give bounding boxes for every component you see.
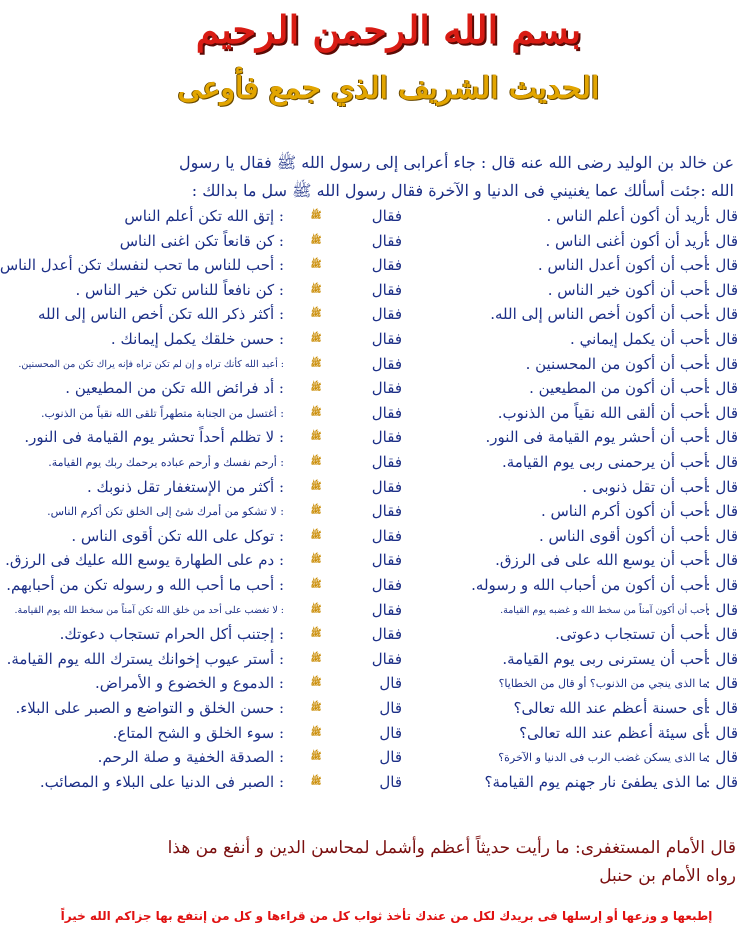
question-text: أحب أن أحشر يوم القيامة فى النور.	[485, 428, 708, 447]
question-text: أحب أن يوسع الله على فى الرزق.	[495, 551, 708, 570]
qa-row	[33, 745, 738, 770]
answer-text: : كن نافعاً للناس تكن خير الناس .	[75, 280, 284, 299]
answer-prefix: فقال	[371, 526, 402, 545]
qa-row	[6, 573, 738, 598]
pbuh-calligraphy-icon: ﷺ	[310, 284, 322, 295]
answer-text: : حسن الخلق و التواضع و الصبر على البلاء.	[15, 699, 284, 717]
question-text: أحب أن أكون أقوى الناس .	[538, 526, 708, 545]
outro-line-2: رواه الأمام بن حنبل	[599, 866, 736, 886]
pbuh-calligraphy-icon: ﷺ	[310, 555, 322, 566]
question-label: قال :	[705, 699, 738, 717]
question-label: قال :	[705, 674, 738, 693]
question-text: أحب أن تقل ذنوبى .	[582, 477, 708, 496]
question-text: أحب أن يكمل إيماني .	[570, 330, 708, 348]
question-text: ما الذى يطفئ نار جهنم يوم القيامة؟	[484, 772, 708, 791]
answer-prefix: فقال	[371, 305, 402, 324]
answer-prefix: فقال	[371, 379, 402, 398]
pbuh-calligraphy-icon: ﷺ	[310, 383, 322, 394]
question-label: قال :	[705, 477, 738, 496]
qa-row	[33, 770, 738, 795]
question-label: قال :	[705, 231, 738, 250]
question-label: قال :	[705, 526, 738, 545]
qa-row	[24, 425, 738, 450]
qa-row	[33, 204, 738, 229]
qa-row	[33, 229, 738, 254]
pbuh-calligraphy-icon: ﷺ	[310, 481, 322, 492]
question-label: قال :	[705, 600, 738, 619]
qa-row	[33, 671, 738, 696]
pbuh-calligraphy-icon: ﷺ	[310, 432, 322, 443]
answer-prefix: فقال	[371, 551, 402, 570]
intro-line-2: الله :جئت أسألك عما يغنيني فى الدنيا و الآخرة فقال رسول الله ﷺ سل ما بدالك :	[191, 181, 734, 200]
question-label: قال :	[705, 256, 738, 275]
pbuh-calligraphy-icon: ﷺ	[310, 506, 322, 517]
pbuh-calligraphy-icon: ﷺ	[310, 334, 322, 344]
answer-text: : أحب ما أحب الله و رسوله تكن من أحبابهم.	[6, 576, 284, 594]
qa-row	[33, 302, 738, 327]
question-text: أحب أن أكون أخص الناس إلى الله.	[490, 305, 708, 324]
answer-prefix: فقال	[371, 330, 402, 348]
pbuh-calligraphy-icon: ﷺ	[310, 776, 322, 787]
question-text: ما الذى يسكن غضب الرب فى الدنيا و الآخرة؟	[498, 751, 708, 765]
answer-text: : الدموع و الخضوع و الأمراض.	[95, 674, 284, 693]
answer-prefix: قال	[379, 748, 402, 767]
answer-text: : أكثر ذكر الله تكن أخص الناس إلى الله	[38, 305, 284, 324]
footer-note: إطبعها و وزعها أو إرسلها فى بريدك لكل من عندك تأخذ ثواب كل من قراءها و كل من إنتفع بها جزاكم الله خيراً	[60, 909, 713, 923]
answer-text: : الصبر فى الدنيا على البلاء و المصائب.	[39, 772, 284, 791]
qa-row	[0, 253, 738, 278]
pbuh-calligraphy-icon: ﷺ	[310, 358, 322, 369]
qa-row	[33, 450, 738, 475]
answer-text: : لا تغضب على أحد من خلق الله تكن آمناً من سخط الله يوم القيامة.	[14, 604, 284, 616]
question-text: أريد أن أكون أعلم الناس .	[546, 207, 708, 225]
qa-row	[33, 524, 738, 549]
question-text: أحب أن أكون أعدل الناس .	[537, 256, 708, 275]
question-text: أى حسنة أعظم عند الله تعالى؟	[513, 699, 708, 717]
answer-text: : لا تظلم أحداً تحشر يوم القيامة فى النور.	[24, 428, 284, 447]
qa-row	[33, 622, 738, 647]
pbuh-calligraphy-icon: ﷺ	[310, 752, 322, 763]
qa-row	[33, 401, 738, 426]
question-label: قال :	[705, 772, 738, 791]
answer-prefix: فقال	[371, 256, 402, 275]
qa-row	[5, 548, 738, 573]
pbuh-calligraphy-icon: ﷺ	[310, 530, 322, 541]
question-text: أحب أن أكون من المحسنين .	[525, 354, 708, 373]
qa-row	[33, 376, 738, 401]
pbuh-calligraphy-icon: ﷺ	[310, 727, 322, 738]
answer-prefix: فقال	[371, 403, 402, 422]
question-label: قال :	[705, 403, 738, 422]
answer-text: : دم على الطهارة يوسع الله عليك فى الرزق.	[5, 551, 284, 570]
answer-text: : أحب للناس ما تحب لنفسك تكن أعدل الناس	[0, 256, 284, 275]
answer-text: : أستر عيوب إخوانك يسترك الله يوم القيامة.	[6, 649, 284, 668]
pbuh-calligraphy-icon: ﷺ	[310, 629, 322, 640]
qa-row	[33, 721, 738, 746]
answer-text: : إجتنب أكل الحرام تستجاب دعوتك.	[59, 625, 284, 644]
question-label: قال :	[705, 354, 738, 373]
question-text: أحب أن أكون خير الناس .	[547, 280, 708, 299]
intro-line-1: عن خالد بن الوليد رضى الله عنه قال : جاء أعرابى إلى رسول الله ﷺ فقال يا رسول	[178, 153, 734, 172]
question-text: أى سيئة أعظم عند الله تعالى؟	[519, 723, 708, 742]
answer-text: : إتق الله تكن أعلم الناس	[124, 207, 284, 225]
pbuh-calligraphy-icon: ﷺ	[310, 678, 322, 689]
page-subtitle: الحديث الشريف الذي جمع فأوعى	[177, 71, 600, 106]
question-label: قال :	[705, 453, 738, 471]
question-text: أحب أن يرحمنى ربى يوم القيامة.	[501, 453, 708, 471]
qa-row	[6, 647, 738, 672]
answer-text: : أرحم نفسك و أرحم عباده يرحمك ربك يوم القيامة.	[48, 456, 284, 469]
qa-row	[33, 499, 738, 524]
answer-prefix: فقال	[371, 649, 402, 668]
pbuh-calligraphy-icon: ﷺ	[310, 260, 322, 271]
answer-prefix: فقال	[371, 625, 402, 644]
question-text: أحب أن أكون من المطيعين .	[529, 379, 708, 398]
question-label: قال :	[705, 551, 738, 570]
question-text: أحب أن يسترنى ربى يوم القيامة.	[502, 649, 708, 668]
pbuh-calligraphy-icon: ﷺ	[310, 235, 322, 246]
answer-text: : سوء الخلق و الشح المتاع.	[112, 723, 284, 742]
question-text: ما الذى ينجي من الذنوب؟ أو قال من الخطايا؟	[498, 677, 708, 691]
answer-prefix: قال	[379, 674, 402, 693]
answer-text: : أعبد الله كأنك تراه و إن لم تكن تراه فإنه يراك تكن من المحسنين.	[18, 358, 284, 370]
pbuh-calligraphy-icon: ﷺ	[310, 309, 322, 320]
qa-row	[33, 327, 738, 352]
answer-prefix: فقال	[371, 428, 402, 447]
question-label: قال :	[705, 576, 738, 594]
pbuh-calligraphy-icon: ﷺ	[310, 407, 322, 418]
answer-prefix: فقال	[371, 502, 402, 521]
answer-prefix: فقال	[371, 280, 402, 299]
answer-prefix: فقال	[371, 477, 402, 496]
answer-prefix: فقال	[371, 453, 402, 471]
answer-text: : كن قانعاً تكن اغنى الناس	[119, 231, 284, 250]
qa-row	[15, 696, 738, 721]
question-text: أحب أن أكون أكرم الناس .	[540, 502, 708, 521]
pbuh-calligraphy-icon: ﷺ	[310, 604, 322, 615]
answer-text: : أد فرائض الله تكن من المطيعين .	[65, 379, 284, 398]
question-text: أريد أن أكون أغنى الناس .	[545, 231, 708, 250]
outro-line-1: قال الأمام المستغفرى: ما رأيت حديثاً أعظم وأشمل لمحاسن الدين و أنفع من هذا	[167, 838, 736, 858]
question-label: قال :	[705, 379, 738, 398]
qa-row	[33, 278, 738, 303]
answer-text: : حسن خلقك يكمل إيمانك .	[110, 330, 284, 348]
question-label: قال :	[705, 723, 738, 742]
question-label: قال :	[705, 428, 738, 447]
pbuh-calligraphy-icon: ﷺ	[310, 457, 322, 467]
question-label: قال :	[705, 207, 738, 225]
question-label: قال :	[705, 502, 738, 521]
answer-text: : توكل على الله تكن أقوى الناس .	[71, 526, 284, 545]
answer-prefix: فقال	[371, 207, 402, 225]
answer-prefix: قال	[379, 723, 402, 742]
question-text: أحب أن أكون من أحباب الله و رسوله.	[471, 576, 708, 594]
question-label: قال :	[705, 305, 738, 324]
answer-text: : أغتسل من الجنابة متطهراً تلقى الله نقياً من الذنوب.	[40, 406, 284, 420]
question-label: قال :	[705, 649, 738, 668]
answer-prefix: فقال	[371, 576, 402, 594]
answer-text: : أكثر من الإستغفار تقل ذنوبك .	[87, 477, 284, 496]
page-title: بسم الله الرحمن الرحيم	[195, 7, 582, 52]
answer-text: : لا تشكو من أمرك شئ إلى الخلق تكن أكرم الناس.	[47, 505, 284, 519]
question-label: قال :	[705, 625, 738, 644]
pbuh-calligraphy-icon: ﷺ	[310, 211, 322, 221]
question-label: قال :	[705, 330, 738, 348]
question-text: أحب أن أكون آمناً من سخط الله و غضبه يوم القيامة.	[500, 604, 708, 616]
answer-prefix: قال	[379, 699, 402, 717]
pbuh-calligraphy-icon: ﷺ	[310, 703, 322, 713]
qa-row	[33, 475, 738, 500]
question-text: أحب أن ألقى الله نقياً من الذنوب.	[497, 403, 708, 422]
question-text: أحب أن تستجاب دعوتى.	[555, 625, 708, 644]
answer-prefix: فقال	[371, 600, 402, 619]
pbuh-calligraphy-icon: ﷺ	[310, 580, 322, 590]
question-label: قال :	[705, 748, 738, 767]
qa-row	[14, 598, 738, 623]
answer-prefix: فقال	[371, 231, 402, 250]
answer-text: : الصدقة الخفية و صلة الرحم.	[97, 748, 284, 767]
question-label: قال :	[705, 280, 738, 299]
answer-prefix: قال	[379, 772, 402, 791]
answer-prefix: فقال	[371, 354, 402, 373]
pbuh-calligraphy-icon: ﷺ	[310, 653, 322, 664]
qa-row	[18, 352, 738, 377]
